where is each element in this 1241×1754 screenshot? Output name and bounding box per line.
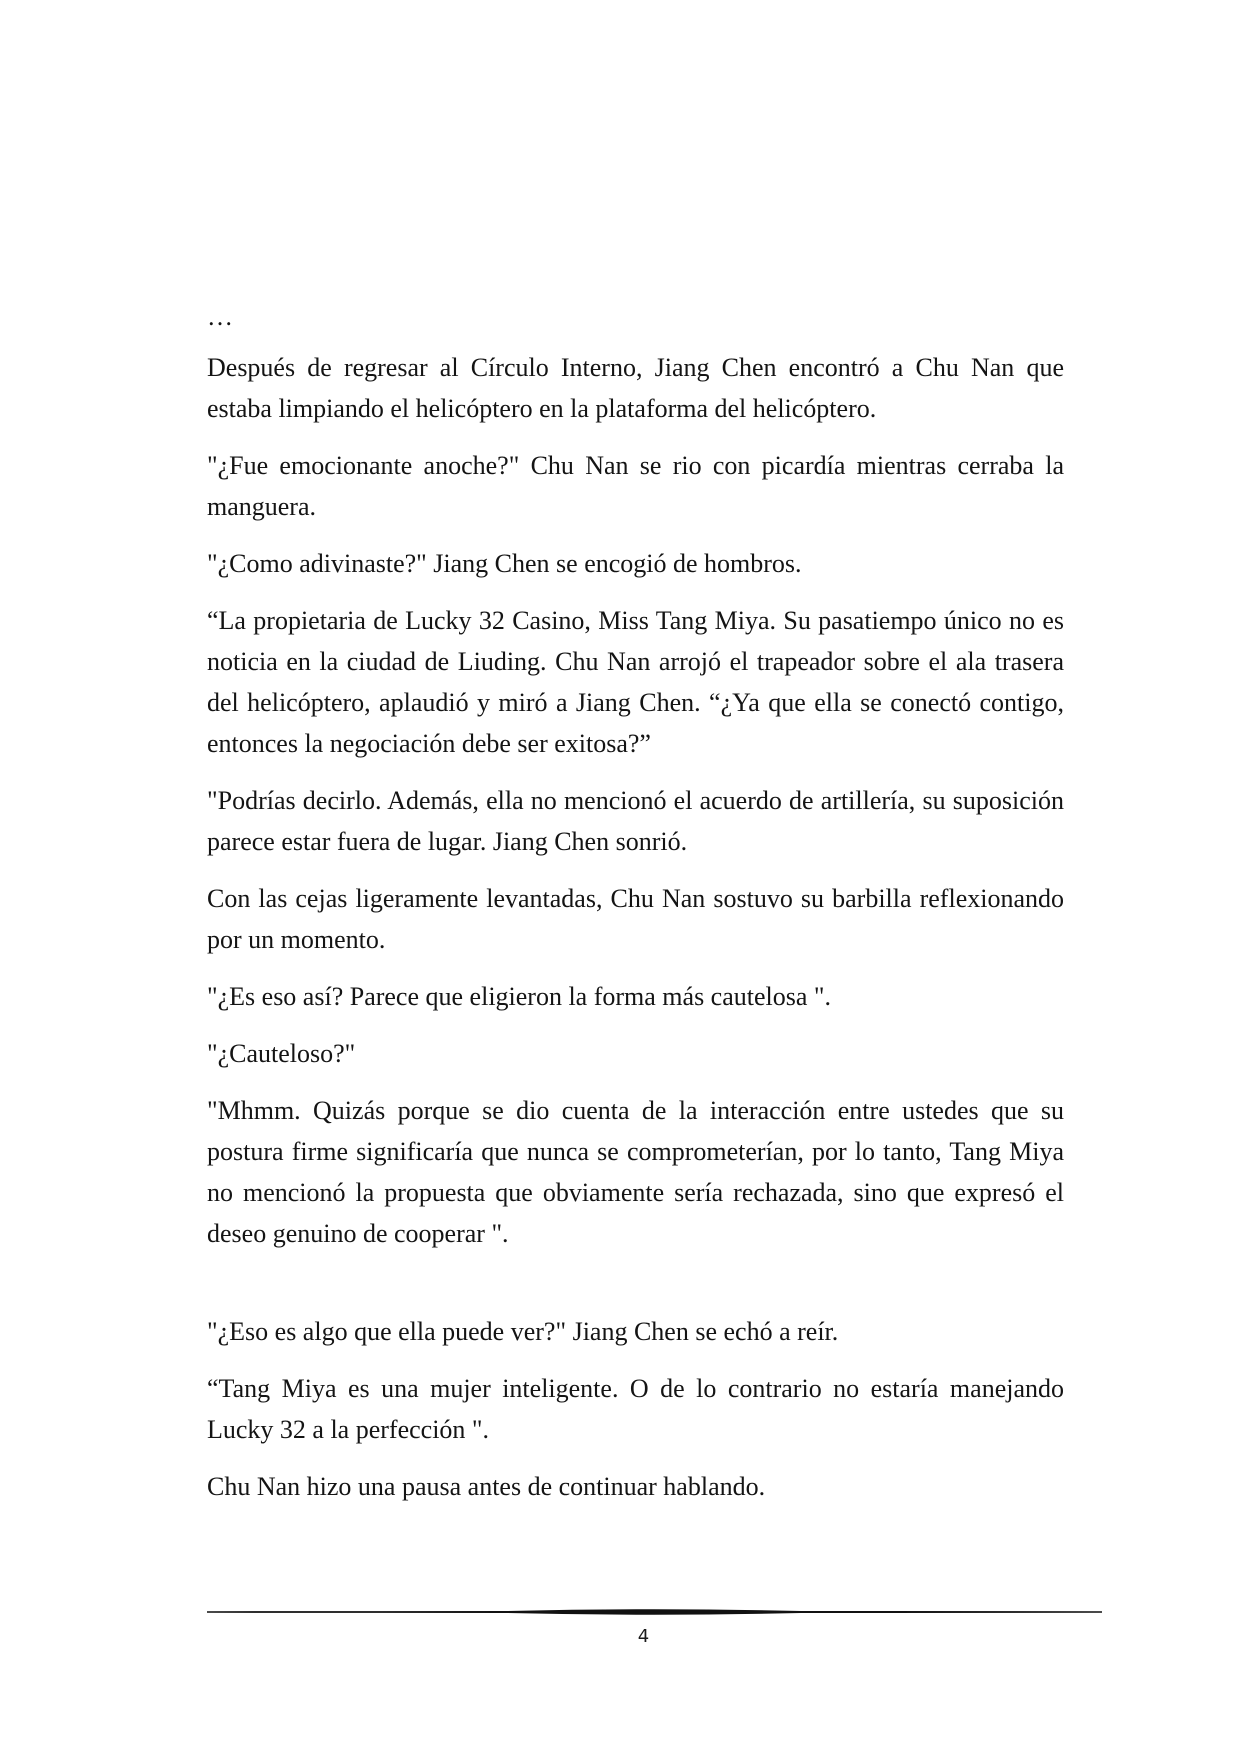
paragraph: "¿Es eso así? Parece que eligieron la forma más cautelosa ". xyxy=(207,982,832,1011)
paragraph: “La propietaria de Lucky 32 Casino, Miss Tang Miya. Su pasatiempo único no es noticia en la ciudad de Liuding. Chu Nan arrojó el trapeador sobre el ala trasera del helicóptero, aplaudió y miró a Jiang Chen. “¿Ya que ella se conectó contigo, entonces la negociación debe ser exitosa?” xyxy=(207,606,1064,758)
footer-divider xyxy=(207,1608,1102,1616)
page-number: 4 xyxy=(637,1626,650,1647)
paragraph: "¿Cauteloso?" xyxy=(207,1039,356,1068)
paragraph: "¿Fue emocionante anoche?" Chu Nan se rio con picardía mientras cerraba la manguera. xyxy=(207,451,1064,521)
paragraph: Con las cejas ligeramente levantadas, Chu Nan sostuvo su barbilla reflexionando por un momento. xyxy=(207,884,1064,954)
paragraph: Chu Nan hizo una pausa antes de continuar hablando. xyxy=(207,1472,766,1501)
body-text xyxy=(207,296,1064,1523)
paragraph: "Podrías decirlo. Además, ella no mencionó el acuerdo de artillería, su suposición parece estar fuera de lugar. Jiang Chen sonrió. xyxy=(207,786,1064,856)
paragraph-ellipsis: … xyxy=(207,302,233,331)
paragraph: Después de regresar al Círculo Interno, Jiang Chen encontró a Chu Nan que estaba limpiando el helicóptero en la plataforma del helicóptero. xyxy=(207,353,1064,423)
paragraph: "¿Eso es algo que ella puede ver?" Jiang Chen se echó a reír. xyxy=(207,1317,839,1346)
paragraph: "Mhmm. Quizás porque se dio cuenta de la interacción entre ustedes que su postura firme significaría que nunca se comprometerían, por lo tanto, Tang Miya no mencionó la propuesta que obviamente sería rechazada, sino que expresó el deseo genuino de cooperar ". xyxy=(207,1096,1064,1248)
paragraph: “Tang Miya es una mujer inteligente. O de lo contrario no estaría manejando Lucky 32 a la perfección ". xyxy=(207,1374,1064,1444)
paragraph: "¿Como adivinaste?" Jiang Chen se encogió de hombros. xyxy=(207,549,802,578)
